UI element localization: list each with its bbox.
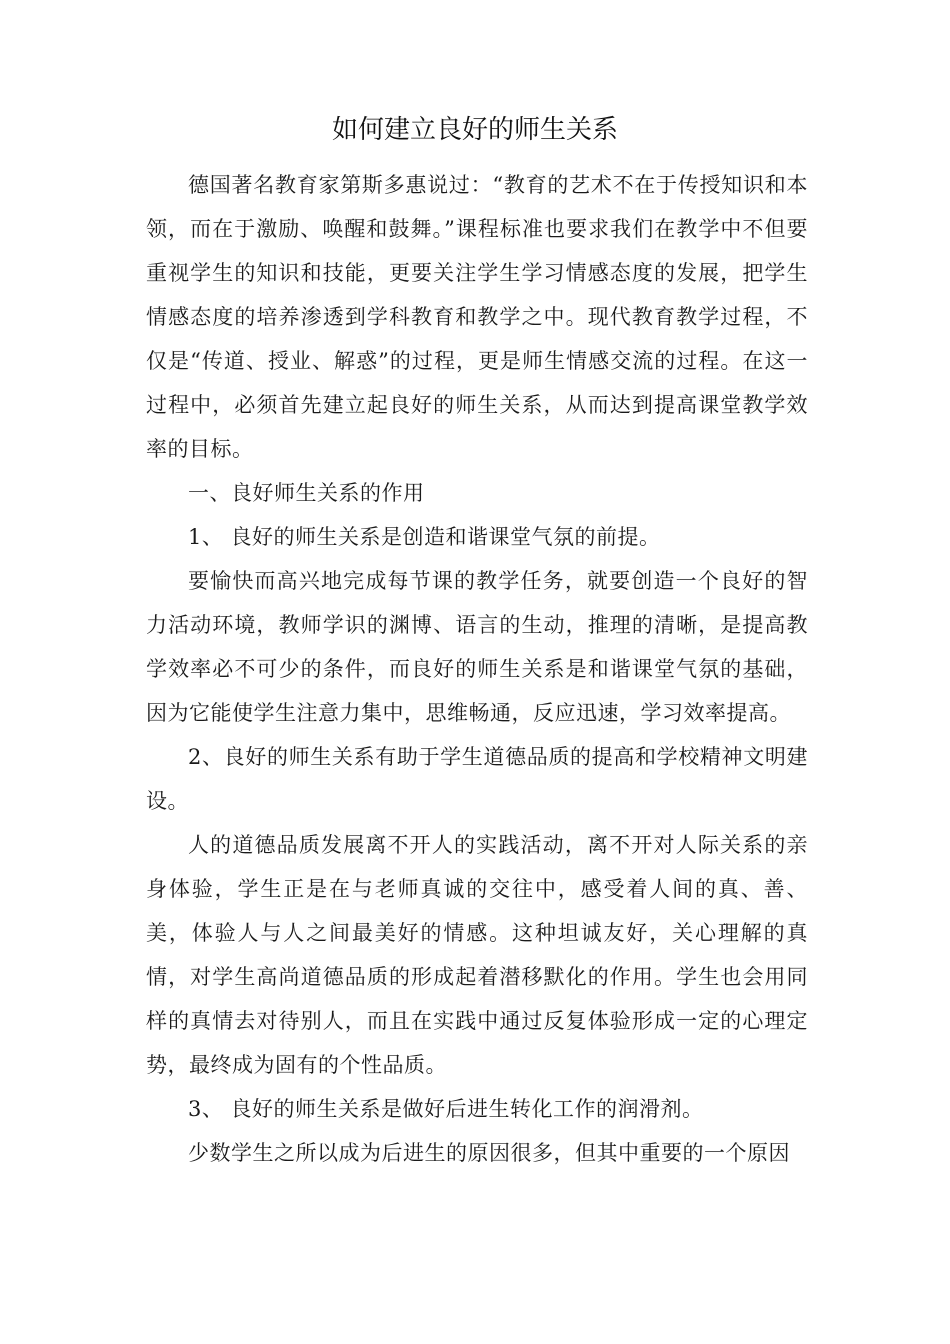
section-heading-1: 一、良好师生关系的作用 (188, 481, 425, 505)
subheading-1: 1、 良好的师生关系是创造和谐课堂气氛的前提。 (188, 525, 661, 549)
paragraph-intro: 德国著名教育家第斯多惠说过：“教育的艺术不在于传授知识和本领，而在于激励、唤醒和鼓舞。”课程标准也要求我们在教学中不但要重视学生的知识和技能，更要关注学生学习情感态度的发展，把学生情感态度的培养渗透到学科教育和教学之中。现代教育教学过程，不仅是“传道、授业、解惑”的过程，更是师生情感交流的过程。在这一过程中，必须首先建立起良好的师生关系，从而达到提高课堂教学效率的目标。 (146, 173, 808, 461)
paragraph-3: 少数学生之所以成为后进生的原因很多，但其中重要的一个原因 (188, 1141, 790, 1165)
subheading-2: 2、良好的师生关系有助于学生道德品质的提高和学校精神文明建设。 (146, 745, 808, 813)
paragraph-1: 要愉快而高兴地完成每节课的教学任务，就要创造一个良好的智力活动环境，教师学识的渊博、语言的生动，推理的清晰，是提高教学效率必不可少的条件，而良好的师生关系是和谐课堂气氛的基础，因为它能使学生注意力集中，思维畅通，反应迅速，学习效率提高。 (146, 569, 808, 725)
subheading-3: 3、 良好的师生关系是做好后进生转化工作的润滑剂。 (188, 1097, 704, 1121)
document-body (146, 163, 808, 1175)
paragraph-2: 人的道德品质发展离不开人的实践活动，离不开对人际关系的亲身体验，学生正是在与老师真诚的交往中，感受着人间的真、善、美，体验人与人之间最美好的情感。这种坦诚友好，关心理解的真情，对学生高尚道德品质的形成起着潜移默化的作用。学生也会用同样的真情去对待别人，而且在实践中通过反复体验形成一定的心理定势，最终成为固有的个性品质。 (146, 833, 808, 1077)
document-title: 如何建立良好的师生关系 (331, 115, 618, 145)
